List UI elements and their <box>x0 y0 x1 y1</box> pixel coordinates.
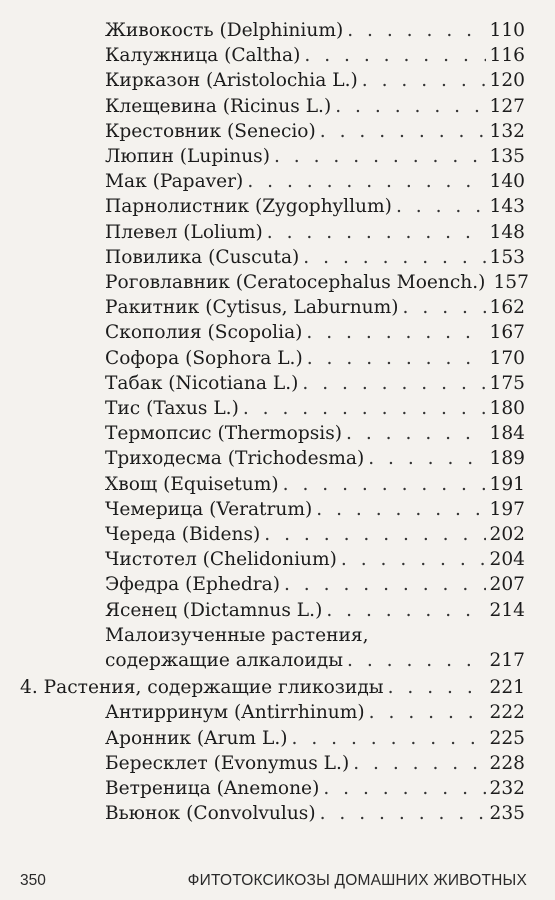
running-head: ФИТОТОКСИКОЗЫ ДОМАШНИХ ЖИВОТНЫХ <box>187 872 527 889</box>
dot-leader <box>274 144 486 169</box>
entry-page-number: 175 <box>489 372 525 394</box>
toc-entry <box>105 94 525 119</box>
entry-title: Табак (Nicotiana L.) <box>105 372 299 394</box>
toc-entry <box>105 220 525 245</box>
dot-leader <box>267 220 486 245</box>
entry-page-number: 214 <box>489 599 525 621</box>
toc-entry <box>105 446 525 471</box>
entry-title: Калужница (Caltha) <box>105 45 301 67</box>
entry-title: Повилика (Cuscuta) <box>105 246 300 268</box>
entry-page-number: 116 <box>489 45 525 67</box>
toc-entry-multiline <box>105 648 525 673</box>
toc-entry <box>105 270 529 295</box>
dot-leader <box>307 346 486 371</box>
entry-page-number: 235 <box>489 803 525 825</box>
toc-entry <box>105 68 525 93</box>
entry-page-number: 232 <box>489 778 525 799</box>
entry-page-number: 228 <box>489 752 525 774</box>
entry-page-number: 170 <box>489 347 525 369</box>
entry-page-number: 162 <box>489 297 525 319</box>
entry-title: Клещевина (Ricinus L.) <box>105 95 332 117</box>
entry-page-number: 204 <box>489 549 525 571</box>
toc-entry <box>105 751 525 776</box>
entry-title: Антирринум (Antirrhinum) <box>105 702 365 724</box>
entry-title: Триходесма (Trichodesma) <box>105 448 365 470</box>
entry-page-number: 191 <box>489 473 525 495</box>
entry-title: Софора (Sophora L.) <box>105 347 303 369</box>
entry-title: Плевел (Lolium) <box>105 221 263 243</box>
entry-title: Чистотел (Chelidonium) <box>105 549 337 571</box>
toc-entry <box>105 371 525 396</box>
page-footer <box>0 872 555 900</box>
dot-leader <box>292 726 486 751</box>
toc-entry <box>105 144 525 169</box>
entry-title: Эфедра (Ephedra) <box>105 574 280 596</box>
entry-title: Хвощ (Equisetum) <box>105 473 279 495</box>
dot-leader <box>388 675 486 700</box>
dot-leader <box>264 522 485 547</box>
dot-leader <box>353 751 485 776</box>
toc-entry <box>105 572 525 597</box>
dot-leader <box>320 119 486 144</box>
entry-page-number: 202 <box>489 524 525 545</box>
dot-leader <box>396 194 486 219</box>
toc-entry <box>105 547 525 572</box>
toc-entry <box>105 472 525 497</box>
entry-title: содержащие алкалоиды <box>105 650 343 671</box>
toc-entry <box>105 18 525 43</box>
dot-leader <box>283 472 486 497</box>
entry-title: Крестовник (Senecio) <box>105 120 316 142</box>
entry-title: Тис (Taxus L.) <box>105 398 239 419</box>
entry-page-number: 197 <box>489 498 525 520</box>
dot-leader <box>323 776 485 801</box>
toc-entry <box>105 396 525 421</box>
entry-page-number: 221 <box>489 677 525 699</box>
entry-title: Термопсис (Thermopsis) <box>105 423 343 445</box>
dot-leader <box>347 18 485 43</box>
entry-title: Вьюнок (Convolvulus) <box>105 803 316 825</box>
toc-entry <box>105 295 525 320</box>
entry-title: Ясенец (Dictamnus L.) <box>105 599 323 621</box>
entry-title: Скополия (Scopolia) <box>105 322 303 344</box>
dot-leader <box>304 43 485 68</box>
entry-page-number: 132 <box>489 120 525 142</box>
toc-entry <box>105 726 525 751</box>
dot-leader <box>368 446 485 471</box>
entry-page-number: 135 <box>489 146 525 167</box>
toc-entry <box>105 119 525 144</box>
entry-page-number: 148 <box>489 221 525 243</box>
entry-page-number: 157 <box>493 272 529 293</box>
entry-title: 4. Растения, содержащие гликозиды <box>20 677 384 699</box>
entry-page-number: 189 <box>489 448 525 470</box>
dot-leader <box>362 68 486 93</box>
dot-leader <box>346 421 485 446</box>
dot-leader <box>302 371 485 396</box>
entry-page-number: 153 <box>489 246 525 268</box>
entry-title: Бересклет (Evonymus L.) <box>105 752 350 774</box>
entry-page-number: 140 <box>489 171 525 193</box>
entry-page-number: 184 <box>489 423 525 445</box>
entry-title: Аронник (Arum L.) <box>105 727 288 749</box>
entry-title: Ветреница (Anemone) <box>105 778 320 799</box>
entry-title: Мак (Papaver) <box>105 171 244 193</box>
entry-title: Роговлавник (Ceratocephalus Moench.) <box>105 272 486 293</box>
entry-page-number: 225 <box>489 727 525 749</box>
entry-title: Ракитник (Cytisus, Laburnum) <box>105 297 399 319</box>
entry-page-number: 207 <box>489 574 525 596</box>
dot-leader <box>303 245 485 270</box>
dot-leader <box>403 295 486 320</box>
dot-leader <box>347 648 486 673</box>
toc-entry <box>105 700 525 725</box>
toc-entry <box>105 598 525 623</box>
dot-leader <box>320 801 486 826</box>
toc-entry <box>105 497 525 522</box>
toc-entry <box>105 801 525 826</box>
entry-page-number: 110 <box>489 20 525 41</box>
entry-page-number: 167 <box>489 322 525 344</box>
entry-title: Череда (Bidens) <box>105 524 261 545</box>
entry-page-number: 127 <box>489 95 525 117</box>
dot-leader <box>243 396 486 421</box>
entry-title: Чемерица (Veratrum) <box>105 498 313 520</box>
entry-page-number: 222 <box>489 702 525 724</box>
toc-section-heading <box>20 675 525 700</box>
entry-title: Парнолистник (Zygophyllum) <box>105 196 392 218</box>
toc-entry <box>105 194 525 219</box>
dot-leader <box>284 572 486 597</box>
entry-page-number: 180 <box>489 398 525 419</box>
page-number: 350 <box>20 872 46 889</box>
entry-title: Живокость (Delphinium) <box>105 20 344 41</box>
toc-entry <box>105 421 525 446</box>
toc-entry <box>105 776 525 801</box>
dot-leader <box>335 94 485 119</box>
dot-leader <box>369 700 486 725</box>
dot-leader <box>306 320 485 345</box>
dot-leader <box>316 497 485 522</box>
bleed-through-margin <box>0 0 90 900</box>
entry-title: Люпин (Lupinus) <box>105 146 270 167</box>
entry-page-number: 217 <box>489 650 525 671</box>
dot-leader <box>247 169 485 194</box>
toc-entry <box>105 169 525 194</box>
entry-title: Кирказон (Aristolochia L.) <box>105 70 358 92</box>
toc-entry-line1: Малоизученные растения, <box>105 624 369 646</box>
entry-page-number: 143 <box>489 196 525 218</box>
toc-entry <box>105 522 525 547</box>
dot-leader <box>326 598 485 623</box>
entry-page-number: 120 <box>489 70 525 92</box>
toc-entry <box>105 43 525 68</box>
toc-entry <box>105 245 525 270</box>
toc-entry <box>105 346 525 371</box>
dot-leader <box>341 547 486 572</box>
toc-entry <box>105 320 525 345</box>
